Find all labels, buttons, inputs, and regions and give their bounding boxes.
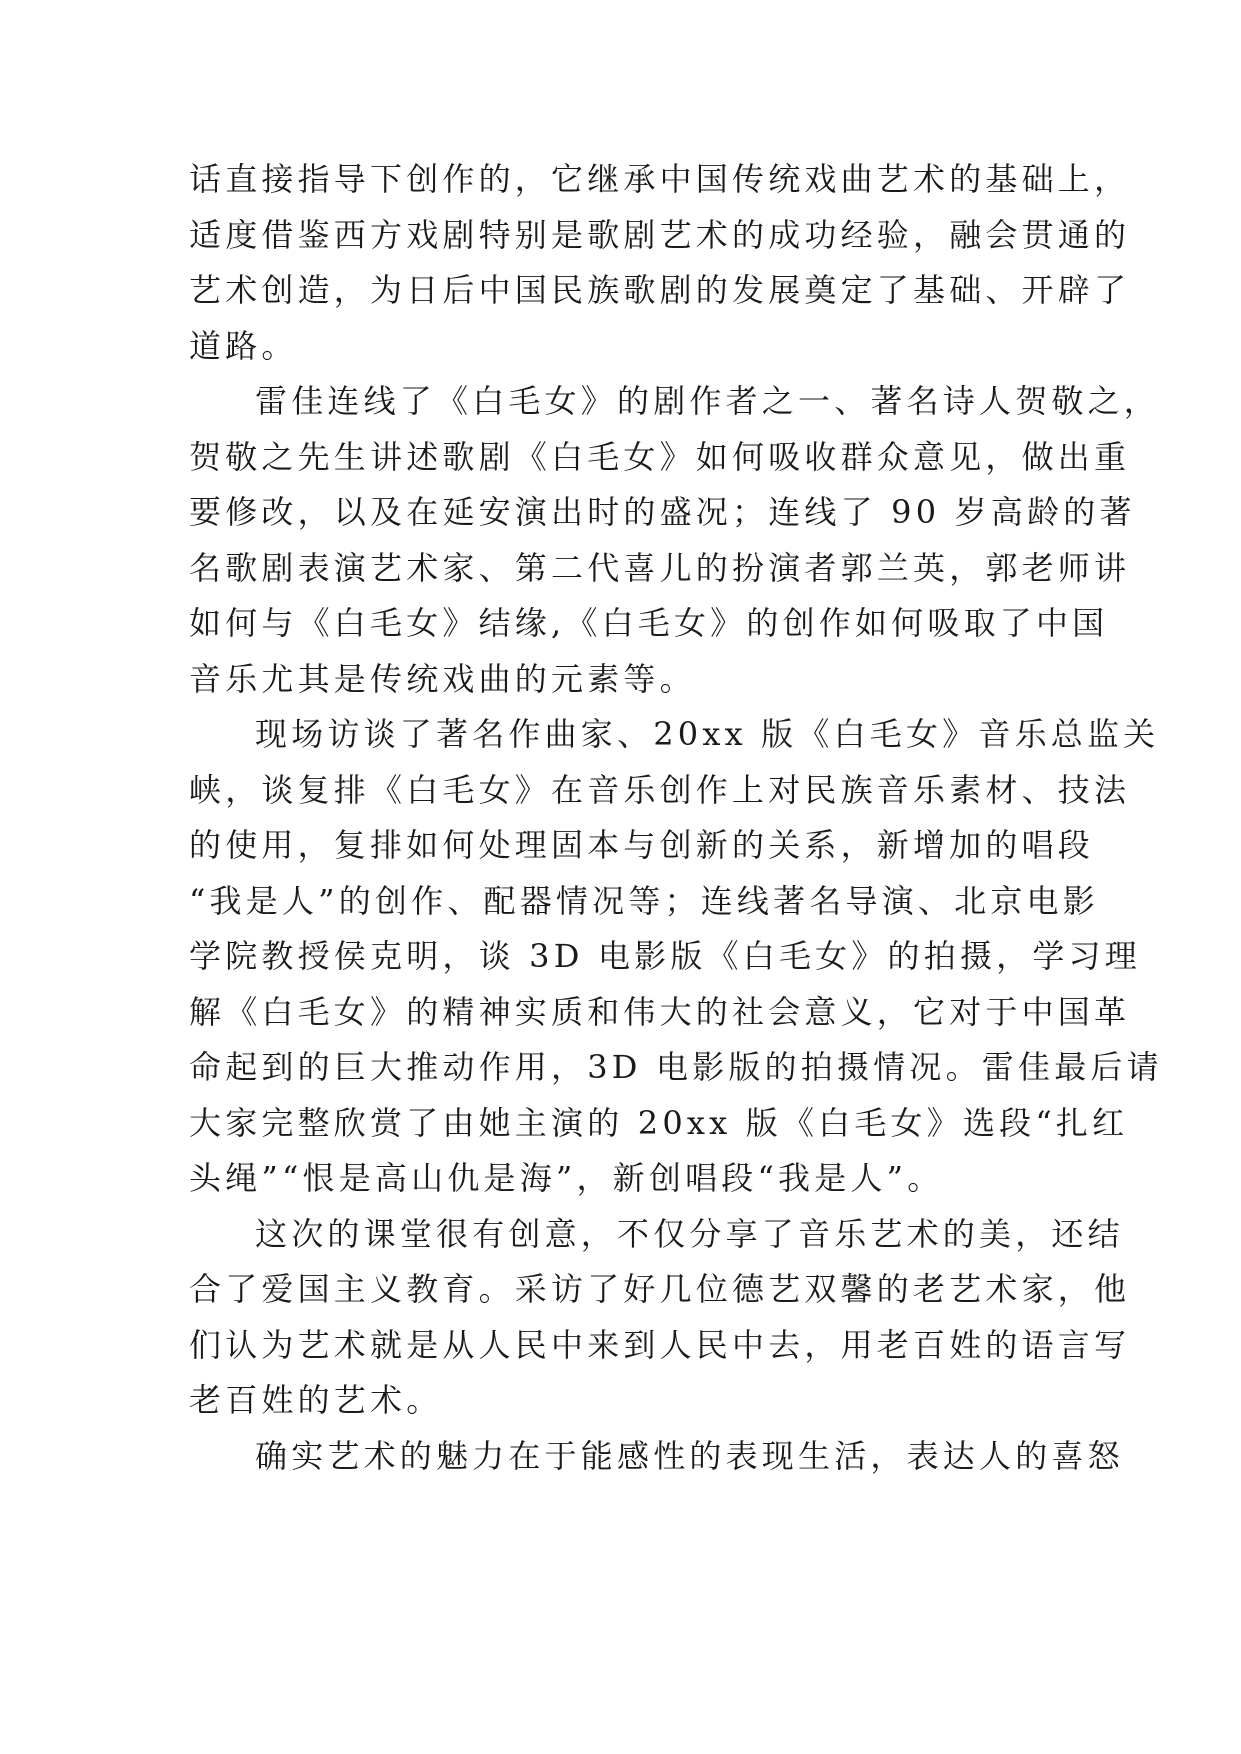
text-line: 贺敬之先生讲述歌剧《白毛女》如何吸收群众意见，做出重 <box>189 437 1131 476</box>
text-line: 这次的课堂很有创意，不仅分享了音乐艺术的美，还结 <box>255 1214 1124 1253</box>
text-line: 艺术创造，为日后中国民族歌剧的发展奠定了基础、开辟了 <box>189 271 1131 309</box>
paragraph <box>189 1429 1124 1485</box>
text-line: 们认为艺术就是从人民中来到人民中去，用老百姓的语言写 <box>189 1325 1131 1364</box>
paragraph <box>189 707 1163 1207</box>
text-line: 确实艺术的魅力在于能感性的表现生活，表达人的喜怒 <box>255 1436 1124 1475</box>
text-line: 要修改，以及在延安演出时的盛况；连线了 90 岁高龄的著 <box>189 493 1136 531</box>
text-line: 解《白毛女》的精神实质和伟大的社会意义，它对于中国革 <box>189 992 1131 1031</box>
text-line: 音乐尤其是传统戏曲的元素等。 <box>189 659 696 698</box>
text-line: 命起到的巨大推动作用，3D 电影版的拍摄情况。雷佳最后请 <box>189 1048 1163 1086</box>
text-line: 雷佳连线了《白毛女》的剧作者之一、著名诗人贺敬之， <box>255 382 1161 420</box>
body-text <box>189 152 1163 1484</box>
paragraph <box>189 152 1131 374</box>
paragraph <box>189 1207 1131 1429</box>
text-line: 峡，谈复排《白毛女》在音乐创作上对民族音乐素材、技法 <box>189 770 1131 809</box>
text-line: 合了爱国主义教育。采访了好几位德艺双馨的老艺术家，他 <box>189 1270 1131 1308</box>
text-line: 大家完整欣赏了由她主演的 20xx 版《白毛女》选段“扎红 <box>189 1103 1129 1142</box>
text-line: 现场访谈了著名作曲家、20xx 版《白毛女》音乐总监关 <box>255 715 1160 753</box>
text-line: 的使用，复排如何处理固本与创新的关系，新增加的唱段 <box>189 826 1095 864</box>
text-line: 老百姓的艺术。 <box>189 1381 443 1419</box>
text-line: 道路。 <box>189 326 298 365</box>
text-line: 头绳”“恨是高山仇是海”，新创唱段“我是人”。 <box>189 1159 944 1197</box>
text-line: 名歌剧表演艺术家、第二代喜儿的扮演者郭兰英，郭老师讲 <box>189 548 1131 587</box>
paragraph <box>189 374 1161 707</box>
text-line: 如何与《白毛女》结缘,《白毛女》的创作如何吸取了中国 <box>189 604 1109 642</box>
text-line: 学院教授侯克明，谈 3D 电影版《白毛女》的拍摄，学习理 <box>189 937 1141 975</box>
text-line: “我是人”的创作、配器情况等；连线著名导演、北京电影 <box>189 881 1099 920</box>
text-line: 话直接指导下创作的，它继承中国传统戏曲艺术的基础上， <box>189 160 1131 198</box>
text-line: 适度借鉴西方戏剧特别是歌剧艺术的成功经验，融会贯通的 <box>189 215 1131 254</box>
